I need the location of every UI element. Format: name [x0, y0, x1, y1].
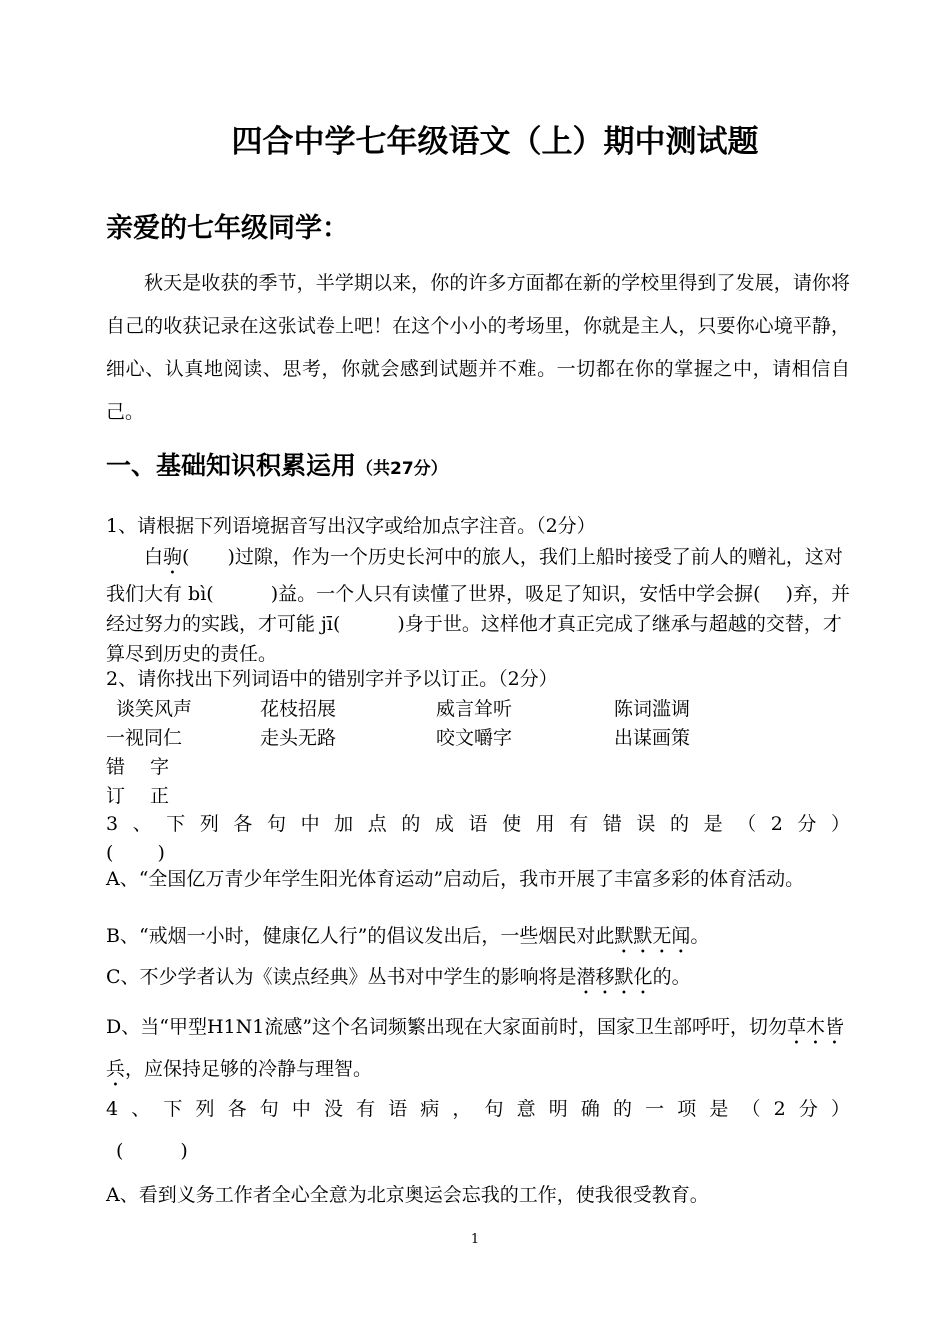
- question-1-text: [106, 542, 850, 669]
- q3-option-c: [106, 962, 691, 999]
- section-title: 一、基础知识积累运用: [106, 451, 357, 480]
- q3-b-text: B、“戒烟一小时，健康亿人行”的倡议发出后，一些烟民对此: [106, 925, 615, 947]
- q2-fix-label: 订 正: [106, 785, 170, 807]
- q2-word-4: 陈词滥调: [614, 698, 691, 720]
- page-title: 四合中学七年级语文（上）期中测试题: [231, 124, 759, 160]
- q4-option-a: A、看到义务工作者全心全意为北京奥运会忘我的工作，使我很受教育。: [106, 1184, 709, 1206]
- section-score-note: （共27分）: [356, 459, 448, 479]
- q2-word-5: 一视同仁: [106, 727, 183, 749]
- q2-word-6: 走头无路: [260, 727, 337, 749]
- q3-b-end: 。: [690, 925, 710, 947]
- intro-text: 秋天是收获的季节，半学期以来，你的许多方面都在新的学校里得到了发展，请你将自己的收获记录在这张试卷上吧！在这个小小的考场里，你就是主人，只要你心境平静，细心、认真地阅读、思考，你就会感到试题并不难。一切都在你的掌握之中，请相信自己。: [106, 272, 850, 423]
- question-3-prompt: 3、下列各句中加点的成语使用有错误的是（2分）: [106, 813, 850, 835]
- question-4-answer-paren: ( ): [116, 1140, 188, 1162]
- greeting: 亲爱的七年级同学：: [106, 213, 349, 244]
- q3-c-text: C、不少学者认为《读点经典》丛书对中学生的影响将是: [106, 966, 577, 988]
- q3-d-end: ，应保持足够的冷静与理智。: [125, 1058, 373, 1080]
- intro-paragraph: [106, 262, 850, 434]
- q2-word-3: 威言耸听: [436, 698, 513, 720]
- q3-c-end: 的。: [652, 966, 691, 988]
- question-2-prompt: 2、请你找出下列词语中的错别字并予以订正。（2分）: [106, 668, 558, 690]
- question-4-prompt: 4、下列各句中没有语病，句意明确的一项是（2分）: [106, 1098, 850, 1120]
- q3-c-idiom: 潜移默化: [576, 966, 653, 988]
- q1-dotted-char: 驹: [163, 546, 183, 568]
- q2-wrong-label: 错 字: [106, 756, 170, 778]
- q1-text-rest: ( )过隙，作为一个历史长河中的旅人，我们上船时接受了前人的赠礼，这对我们大有 bì( )益。一个人只有读懂了世界，吸足了知识，安恬中学会摒( )弃，并经过努力的实践，才可能 jī( )身于世。这样他才真正完成了继承与超越的交替，才算尽到历史的责任。: [106, 546, 850, 665]
- q3-option-d: [106, 1007, 850, 1091]
- q2-word-1: 谈笑风声: [116, 698, 193, 720]
- q3-option-a: A、“全国亿万青少年学生阳光体育运动”启动后，我市开展了丰富多彩的体育活动。: [106, 868, 805, 890]
- question-1-prompt: 1、请根据下列语境据音写出汉字或给加点字注音。（2分）: [106, 515, 596, 537]
- q2-word-8: 出谋画策: [614, 727, 691, 749]
- q3-d-text: D、当“甲型H1N1流感”这个名词频繁出现在大家面前时，国家卫生部呼吁，切勿: [106, 1016, 788, 1038]
- page-number: 1: [470, 1232, 480, 1247]
- section-heading: [106, 446, 448, 482]
- q3-d-idiom: 草木皆兵: [106, 1016, 845, 1080]
- question-3-answer-paren: ( ): [106, 842, 165, 864]
- q2-word-7: 咬文嚼字: [436, 727, 513, 749]
- q2-word-2: 花枝招展: [260, 698, 337, 720]
- q1-text-start: 白: [144, 546, 164, 568]
- q3-option-b: [106, 921, 709, 958]
- q3-b-idiom: 默默无闻: [614, 925, 691, 947]
